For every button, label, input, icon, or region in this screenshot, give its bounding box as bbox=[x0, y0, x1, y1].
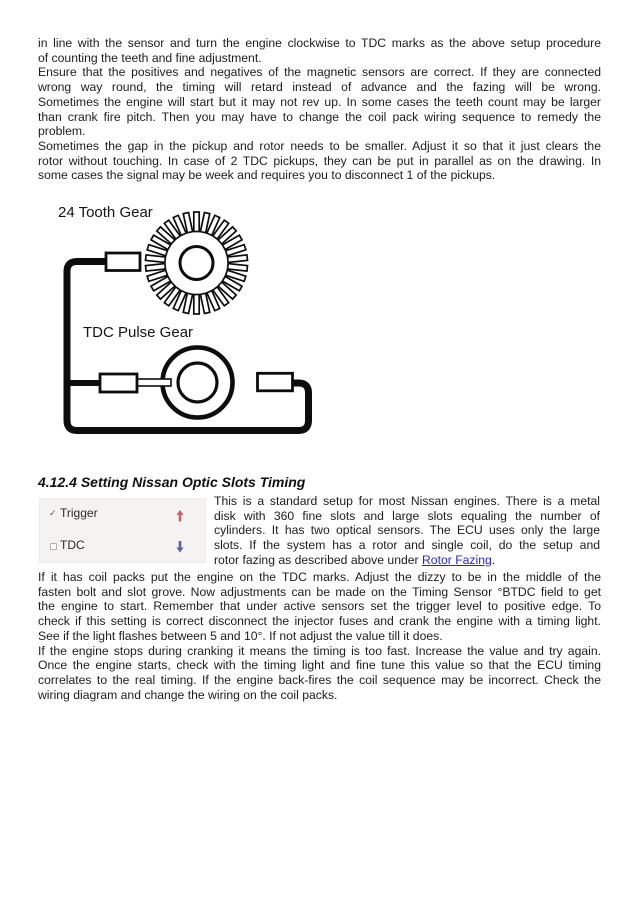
paragraph bbox=[38, 570, 601, 644]
left-sensor-box bbox=[100, 374, 137, 392]
text-line: the engine to start. Remember that under active sensors set the trigger level to positive edge. To bbox=[38, 599, 601, 614]
paragraph bbox=[214, 494, 600, 553]
settings-panel-image bbox=[39, 498, 206, 563]
text-line: Sometimes the engine will start but it may not rev up. In some cases the teeth count may be larger bbox=[38, 94, 601, 109]
gear-center-hole-icon bbox=[180, 247, 213, 280]
tdc-label: TDC bbox=[60, 538, 85, 552]
bottom-text-block bbox=[38, 570, 601, 702]
top-sensor-box bbox=[106, 253, 140, 271]
text-line: wrong way round, the timing will retard instead of advance and the fazing will be wrong. bbox=[38, 80, 601, 95]
text-line: cylinders. It has two optical sensors. The ECU uses only the large bbox=[214, 523, 600, 538]
sensor-stem bbox=[137, 379, 171, 386]
paragraph bbox=[38, 644, 601, 703]
text-line: disk with 360 fine slots and large slots equaling the number of bbox=[214, 508, 600, 523]
text-line: of counting the teeth and fine adjustment. bbox=[38, 50, 262, 65]
sensor-wiring-diagram bbox=[37, 200, 337, 445]
down-arrow-icon bbox=[176, 541, 184, 553]
text-line: wiring diagram and change the wiring on the coil packs. bbox=[38, 687, 338, 702]
text-line: problem. bbox=[38, 124, 86, 139]
text-line: If it has coil packs put the engine on the TDC marks. Adjust the dizzy to be in the middle of the bbox=[38, 570, 601, 584]
text-line: slots. If the system has a rotor and single coil, do the setup and bbox=[214, 538, 600, 553]
side-last-after: . bbox=[491, 552, 496, 567]
text-line: check if this setting is correct disconnect the injector fuses and crank the engine with a timing light. bbox=[38, 614, 601, 629]
text-line bbox=[214, 553, 600, 568]
rotor-fazing-link[interactable]: Rotor Fazing bbox=[422, 552, 492, 567]
paragraph bbox=[38, 65, 601, 139]
checkbox-unchecked-icon bbox=[50, 543, 57, 550]
text-line: in line with the sensor and turn the engine clockwise to TDC marks as the above setup procedure bbox=[38, 36, 601, 50]
side-last-before: rotor fazing as described above under bbox=[214, 552, 422, 567]
text-line: correlates to the real timing. If the engine back-fires the coil sequence may be incorrect. Check the bbox=[38, 673, 601, 688]
text-line: This is a standard setup for most Nissan engines. There is a metal bbox=[214, 494, 600, 508]
text-line: some cases the signal may be week and requires you to disconnect 1 of the pickups. bbox=[38, 168, 496, 183]
text-line: Sometimes the gap in the pickup and rotor needs to be smaller. Adjust it so that it just clears the bbox=[38, 139, 601, 154]
trigger-label: Trigger bbox=[60, 506, 98, 520]
text-line: Ensure that the positives and negatives of the magnetic sensors are correct. If they are connected bbox=[38, 65, 601, 80]
diagram-label-tdc-pulse-gear: TDC Pulse Gear bbox=[83, 324, 194, 341]
text-line: rotor without touching. In case of 2 TDC pickups, they can be put in parallel as on the drawing. In bbox=[38, 153, 601, 168]
paragraph bbox=[38, 36, 601, 65]
tdc-inner-ring bbox=[178, 363, 217, 402]
paragraph bbox=[38, 139, 601, 183]
up-arrow-icon bbox=[176, 510, 184, 522]
top-text-block bbox=[38, 36, 601, 183]
text-line: If the engine stops during cranking it means the timing is too fast. Increase the value and try again. bbox=[38, 643, 601, 658]
section-heading: 4.12.4 Setting Nissan Optic Slots Timing bbox=[38, 474, 306, 490]
text-line: See if the light flashes between 5 and 10°. If not adjust the value till it does. bbox=[38, 628, 443, 643]
right-sensor-box bbox=[258, 373, 293, 391]
checkbox-checked-icon: ✓ bbox=[49, 508, 57, 518]
text-line: fasten bolt and slot grove. Now adjustments can be made on the Timing Sensor °BTDC field to get bbox=[38, 584, 601, 599]
side-text-block bbox=[214, 494, 600, 568]
text-line: than crank fire pitch. Then you may have to change the coil pack wiring sequence to remedy the bbox=[38, 109, 601, 124]
diagram-label-24-tooth-gear: 24 Tooth Gear bbox=[58, 204, 153, 221]
text-line: Once the engine starts, check with the timing light and fine tune this value so that the ECU timing bbox=[38, 658, 601, 673]
